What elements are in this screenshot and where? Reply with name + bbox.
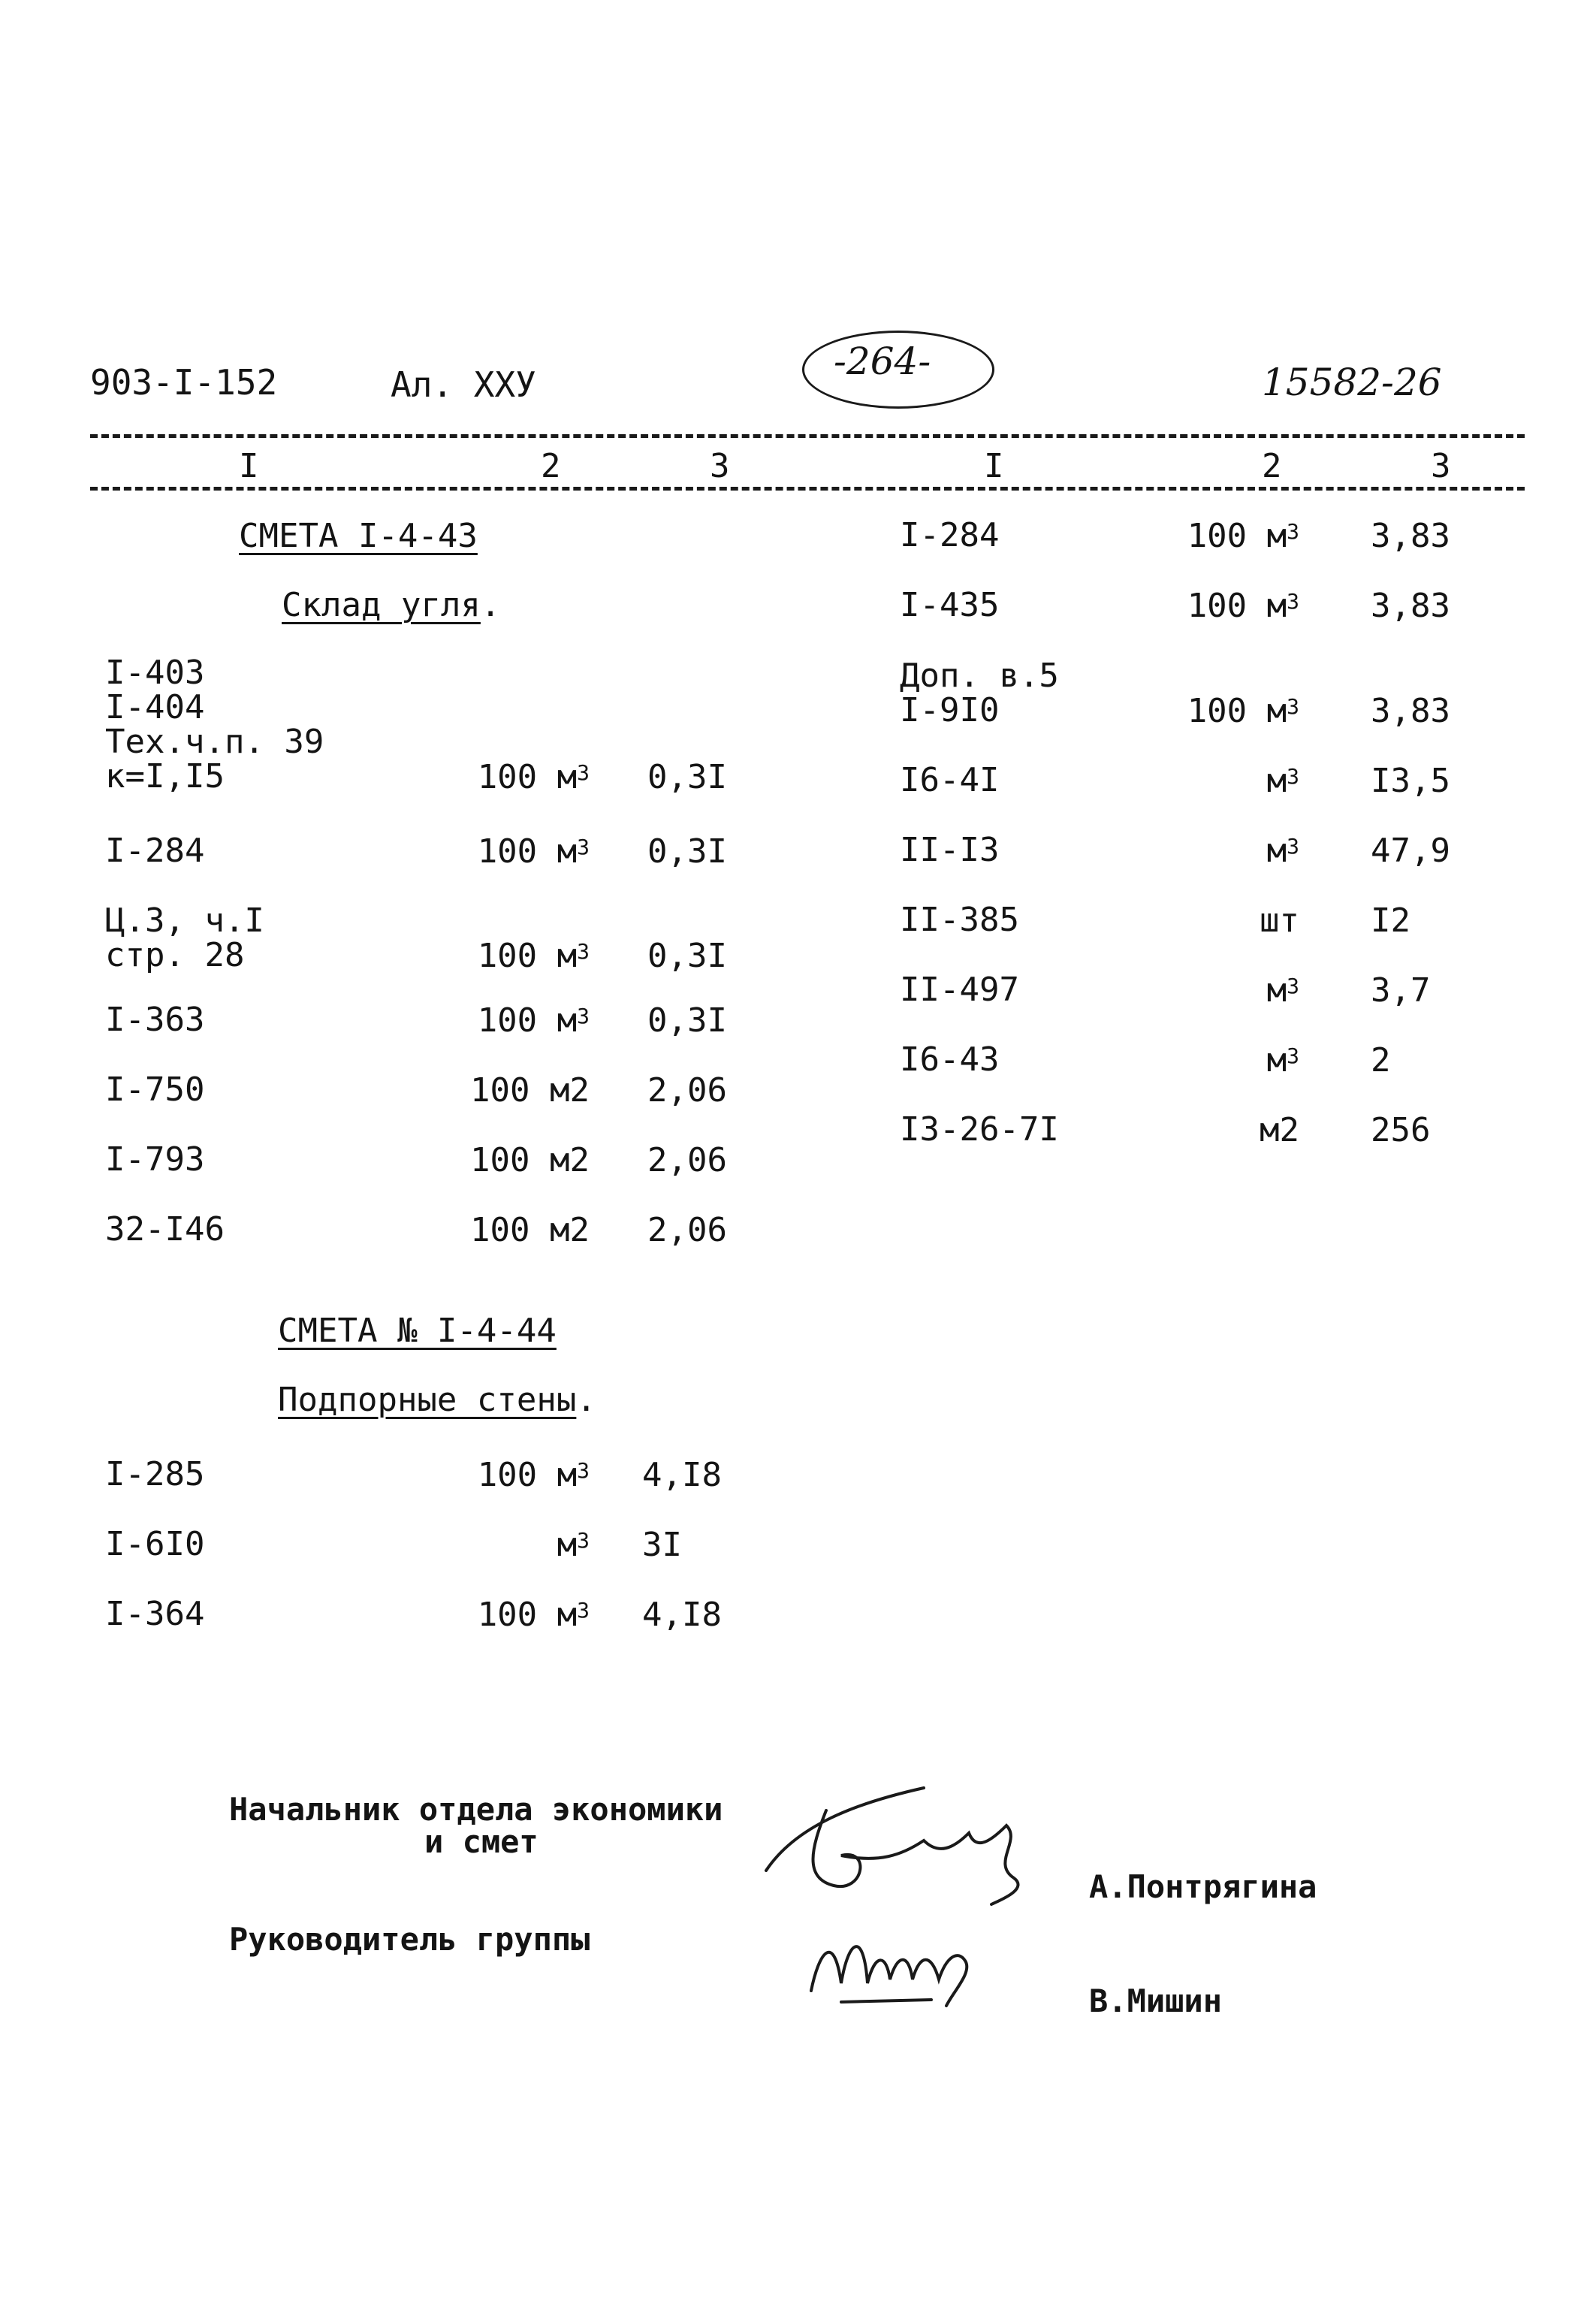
- row-unit: [394, 834, 590, 870]
- col-header-right-2: 2: [1262, 447, 1282, 485]
- row-code-line: I-284: [900, 516, 1000, 554]
- row-code-line: I-6I0: [105, 1525, 205, 1563]
- row-unit: [1104, 588, 1299, 624]
- row-code-line: II-I3: [900, 831, 1000, 869]
- row-code: [900, 833, 999, 868]
- row-unit: [394, 1212, 590, 1249]
- row-unit-text: м: [1266, 762, 1287, 800]
- row-quantity: 4,I8: [642, 1596, 722, 1634]
- row-unit: [394, 1457, 590, 1493]
- row-code: [105, 901, 264, 974]
- row-unit-text: 100 м2: [470, 1211, 590, 1249]
- row-code-line: II-385: [900, 901, 1019, 939]
- signer-2-name: В.Мишин: [1089, 1982, 1223, 2019]
- row-code: [900, 763, 999, 798]
- sheet-code: 15582-26: [1262, 361, 1442, 404]
- row-code-line: I-403: [105, 654, 205, 692]
- signer-2-role: Руководитель группы: [229, 1921, 590, 1958]
- row-code: [900, 588, 999, 623]
- row-unit-superscript: 3: [577, 835, 590, 859]
- row-code-line: I-404: [105, 688, 205, 726]
- row-unit: [394, 1073, 590, 1109]
- row-unit-text: 100 м: [1187, 517, 1287, 555]
- signature-2-handwritten: [796, 1908, 991, 2013]
- row-code: [105, 1212, 225, 1247]
- row-code-line: Ц.3, ч.I: [105, 901, 264, 940]
- col-header-right-1: I: [984, 447, 1004, 485]
- row-code: [900, 1040, 1000, 1079]
- row-unit-superscript: 3: [1287, 589, 1299, 614]
- row-code-line: к=I,I5: [105, 757, 225, 796]
- col-header-right-3: 3: [1431, 447, 1451, 485]
- estimate-2-subtitle-text: Подпорные стены: [278, 1381, 577, 1419]
- row-unit: [1104, 1113, 1299, 1149]
- row-unit-text: м: [557, 1526, 578, 1564]
- row-unit-text: 100 м: [477, 758, 578, 796]
- row-quantity: 3,83: [1371, 517, 1450, 555]
- row-code: [105, 834, 204, 868]
- row-unit-text: м2: [1260, 1111, 1299, 1149]
- row-code-line: I-364: [105, 1595, 205, 1633]
- row-unit: [1104, 833, 1299, 869]
- row-code-line: I3-26-7I: [900, 1110, 1059, 1149]
- row-code-line: I6-4I: [900, 761, 1000, 799]
- row-code-line: Доп. в.5: [900, 657, 1059, 695]
- row-unit-superscript: 3: [1287, 519, 1299, 544]
- row-unit: [394, 1597, 590, 1633]
- row-code-line: I-435: [900, 586, 1000, 624]
- row-code: [105, 1527, 204, 1562]
- row-quantity: I3,5: [1371, 762, 1450, 800]
- row-unit-text: м: [1266, 971, 1287, 1010]
- row-code: [900, 1110, 1059, 1149]
- row-unit: [1104, 1043, 1299, 1079]
- col-header-left-3: 3: [710, 447, 730, 485]
- row-unit: [1104, 903, 1299, 939]
- row-code: [105, 1070, 205, 1109]
- row-unit-superscript: 3: [577, 1598, 590, 1623]
- row-unit-text: 100 м2: [470, 1141, 590, 1179]
- row-unit-superscript: 3: [1287, 1043, 1299, 1068]
- row-unit-text: 100 м: [1187, 587, 1287, 625]
- row-quantity: 4,I8: [642, 1456, 722, 1494]
- row-quantity: 47,9: [1371, 832, 1450, 870]
- signer-1-role: Начальник отдела экономики: [229, 1791, 723, 1828]
- row-quantity: 0,3I: [647, 832, 727, 871]
- row-code-line: I-284: [105, 832, 205, 870]
- row-unit-text: 100 м: [477, 832, 578, 871]
- dashed-rule-bottom: [90, 487, 1525, 491]
- row-unit-superscript: 3: [1287, 694, 1299, 719]
- row-quantity: 2,06: [647, 1071, 727, 1110]
- row-unit-superscript: 3: [577, 1528, 590, 1553]
- row-code-line: I-363: [105, 1001, 205, 1039]
- estimate-2-title: СМЕТА № I-4-44: [278, 1312, 557, 1350]
- row-code-line: I6-43: [900, 1040, 1000, 1079]
- estimate-1-subtitle: Склад угля.: [282, 586, 501, 624]
- album-label: Ал. ХХУ: [391, 364, 536, 405]
- row-unit: [394, 1003, 590, 1039]
- doc-code: 903-I-152: [90, 362, 278, 403]
- row-unit-superscript: 3: [1287, 974, 1299, 998]
- row-quantity: 3,83: [1371, 692, 1450, 730]
- row-code: [900, 903, 1019, 938]
- row-code-line: I-793: [105, 1140, 205, 1179]
- row-unit-superscript: 3: [577, 1004, 590, 1028]
- row-unit: [1104, 693, 1299, 729]
- row-code: [900, 659, 1059, 728]
- row-unit-text: 100 м: [1187, 692, 1287, 730]
- row-quantity: 2,06: [647, 1211, 727, 1249]
- estimate-1-title: СМЕТА I-4-43: [239, 517, 478, 555]
- row-code-line: I-285: [105, 1455, 205, 1493]
- row-unit-text: 100 м2: [470, 1071, 590, 1110]
- row-unit-text: м: [1266, 1041, 1287, 1080]
- row-unit-superscript: 3: [577, 760, 590, 785]
- row-unit-superscript: 3: [1287, 834, 1299, 859]
- row-unit: [1104, 973, 1299, 1009]
- row-code-line: стр. 28: [105, 936, 245, 974]
- row-unit-text: 100 м: [477, 1001, 578, 1040]
- row-quantity: 3,7: [1371, 971, 1431, 1010]
- row-unit-text: 100 м: [477, 1456, 578, 1494]
- signer-1-role-cont: и смет: [424, 1823, 539, 1860]
- row-quantity: 0,3I: [647, 758, 727, 796]
- col-header-left-1: I: [239, 447, 259, 485]
- row-quantity: 0,3I: [647, 937, 727, 975]
- row-quantity: 2,06: [647, 1141, 727, 1179]
- row-unit-text: шт: [1260, 901, 1299, 940]
- estimate-2-subtitle: Подпорные стены.: [278, 1381, 596, 1419]
- row-code-line: I-9I0: [900, 691, 1000, 729]
- row-unit: [394, 759, 590, 796]
- row-unit-text: м: [1266, 832, 1287, 870]
- col-header-left-2: 2: [541, 447, 561, 485]
- row-unit: [394, 938, 590, 974]
- row-unit-text: 100 м: [477, 1596, 578, 1634]
- row-code-line: I-750: [105, 1070, 205, 1109]
- row-unit: [1104, 763, 1299, 799]
- row-code-line: II-497: [900, 971, 1019, 1009]
- page-number: -264-: [834, 340, 931, 383]
- row-unit-superscript: 3: [1287, 764, 1299, 789]
- row-code: [105, 1457, 204, 1492]
- row-unit: [394, 1143, 590, 1179]
- row-code: [105, 1140, 205, 1179]
- row-quantity: 256: [1371, 1111, 1431, 1149]
- row-code-line: 32-I46: [105, 1210, 225, 1249]
- row-unit-text: 100 м: [477, 937, 578, 975]
- row-unit-superscript: 3: [577, 939, 590, 964]
- row-quantity: 2: [1371, 1041, 1391, 1080]
- row-code-line: Тех.ч.п. 39: [105, 723, 324, 761]
- row-quantity: 3I: [642, 1526, 682, 1564]
- row-code: [900, 518, 999, 553]
- signer-1-name: А.Понтрягина: [1089, 1868, 1317, 1905]
- row-code: [105, 1597, 204, 1632]
- row-code: [900, 973, 1019, 1007]
- row-unit-superscript: 3: [577, 1458, 590, 1483]
- row-quantity: 3,83: [1371, 587, 1450, 625]
- dashed-rule-top: [90, 434, 1525, 438]
- row-code: [105, 656, 324, 794]
- signature-1-handwritten: [751, 1780, 1051, 1908]
- estimate-1-subtitle-text: Склад угля: [282, 586, 481, 624]
- row-unit: [1104, 518, 1299, 554]
- row-code: [105, 1003, 204, 1037]
- row-unit: [394, 1527, 590, 1563]
- row-quantity: I2: [1371, 901, 1410, 940]
- row-quantity: 0,3I: [647, 1001, 727, 1040]
